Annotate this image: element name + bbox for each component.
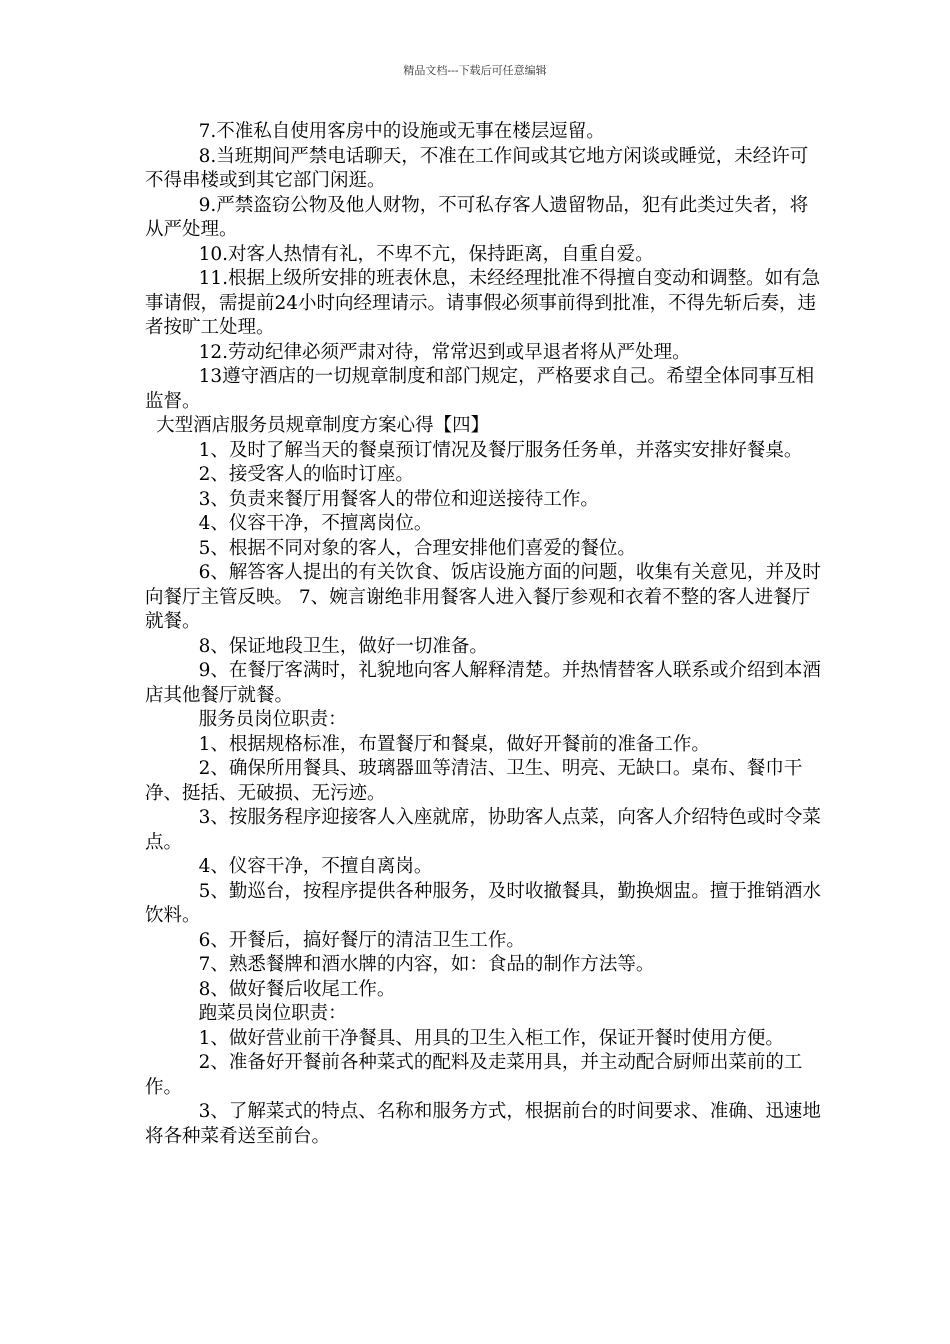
list-item: 1、及时了解当天的餐桌预订情况及餐厅服务任务单，并落实安排好餐桌。	[198, 439, 803, 461]
section-heading: 大型酒店服务员规章制度方案心得【四】	[156, 415, 490, 436]
list-item: 5、根据不同对象的客人，合理安排他们喜爱的餐位。	[198, 537, 636, 559]
list-item: 1、做好营业前干净餐具、用具的卫生入柜工作，保证开餐时使用方便。	[198, 1027, 784, 1049]
list-item: 4、仪容干净，不擅自离岗。	[198, 856, 433, 877]
list-item: 2、准备好开餐前各种菜式的配料及走菜用具，并主动配合厨师出菜前的工作。	[145, 1052, 803, 1098]
list-item: 1、根据规格标准，布置餐厅和餐桌，做好开餐前的准备工作。	[198, 733, 710, 755]
document-body	[145, 120, 825, 1149]
list-item: 6、开餐后，搞好餐厅的清洁卫生工作。	[198, 929, 525, 951]
paragraph-rule-11: 11.根据上级所安排的班表休息，未经经理批准不得擅自变动和调整。如有急事请假，需提前24小时向经理请示。请事假必须事前得到批准，不得先斩后奏，违者按旷工处理。	[145, 268, 821, 338]
list-item: 3、了解菜式的特点、名称和服务方式，根据前台的时间要求、准确、迅速地将各种菜肴送至前台。	[145, 1101, 821, 1147]
page-header: 精品文档---下载后可任意编辑	[403, 64, 547, 77]
subsection-heading-runner: 跑菜员岗位职责：	[198, 1003, 347, 1024]
list-item: 6、解答客人提出的有关饮食、饭店设施方面的问题，收集有关意见，并及时向餐厅主管反映。 7、婉言谢绝非用餐客人进入餐厅参观和衣着不整的客人进餐厅就餐。	[145, 562, 821, 632]
paragraph-rule-8: 8.当班期间严禁电话聊天，不准在工作间或其它地方闲谈或睡觉，未经许可不得串楼或到其它部门闲逛。	[145, 145, 809, 191]
paragraph-rule-13: 13遵守酒店的一切规章制度和部门规定，严格要求自己。希望全体同事互相监督。	[145, 366, 815, 412]
list-item: 3、负责来餐厅用餐客人的带位和迎送接待工作。	[198, 488, 599, 510]
list-item: 5、勤巡台，按程序提供各种服务，及时收撤餐具，勤换烟盅。擅于推销酒水饮料。	[145, 880, 821, 926]
list-item: 7、熟悉餐牌和酒水牌的内容，如：食品的制作方法等。	[198, 954, 655, 975]
paragraph-rule-12: 12.劳动纪律必须严肃对待，常常迟到或早退者将从严处理。	[198, 341, 691, 363]
paragraph-rule-7: 7.不准私自使用客房中的设施或无事在楼层逗留。	[198, 121, 605, 142]
list-item: 8、做好餐后收尾工作。	[198, 978, 396, 1000]
list-item: 3、按服务程序迎接客人入座就席，协助客人点菜，向客人介绍特色或时令菜点。	[145, 807, 821, 853]
list-item: 2、接受客人的临时订座。	[198, 464, 414, 485]
paragraph-rule-10: 10.对客人热情有礼，不卑不亢，保持距离，自重自爱。	[198, 243, 654, 265]
paragraph-rule-9: 9.严禁盗窃公物及他人财物，不可私存客人遗留物品，犯有此类过失者，将从严处理。	[145, 194, 809, 240]
list-item: 9、在餐厅客满时，礼貌地向客人解释清楚。并热情替客人联系或介绍到本酒店其他餐厅就餐。	[145, 660, 821, 706]
list-item: 8、保证地段卫生，做好一切准备。	[198, 635, 488, 657]
list-item: 4、仪容干净，不擅离岗位。	[198, 513, 433, 534]
subsection-heading-waiter: 服务员岗位职责：	[198, 709, 347, 730]
list-item: 2、确保所用餐具、玻璃器皿等清洁、卫生、明亮、无缺口。桌布、餐巾干净、挺括、无破损、无污迹。	[145, 758, 803, 804]
